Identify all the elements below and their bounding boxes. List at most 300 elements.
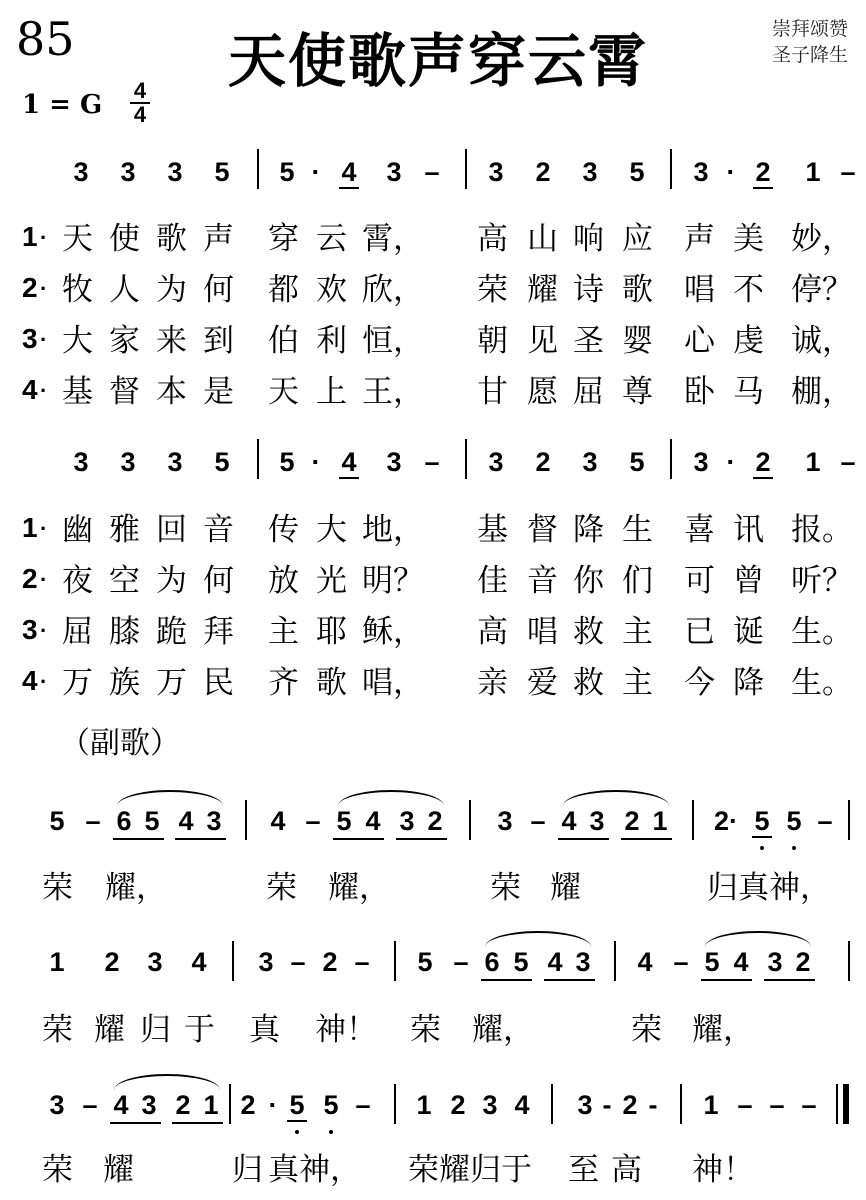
lyric: 耀， xyxy=(328,870,390,906)
lyric: 荣 xyxy=(42,870,73,906)
beam xyxy=(701,979,752,981)
lyric: 山 xyxy=(527,221,558,257)
note: 1 xyxy=(49,947,65,977)
note: 6 xyxy=(484,947,500,977)
lyric: 何 xyxy=(203,563,234,599)
lyric: 歌 xyxy=(622,272,653,308)
note: – xyxy=(453,947,469,977)
note: 5 xyxy=(287,1090,307,1122)
lyric: 穿 xyxy=(268,221,299,257)
note: - xyxy=(602,1090,612,1120)
lyric: 喜 xyxy=(684,512,715,548)
lyric: 归真神， xyxy=(707,870,831,906)
verse-melody-row-1 xyxy=(0,157,866,197)
lyric: 婴 xyxy=(622,323,653,359)
note: 2 xyxy=(624,806,640,836)
lyric: 心 xyxy=(684,323,715,359)
note: – xyxy=(737,1090,753,1120)
hymn-number: 85 xyxy=(16,12,75,66)
note: 5 xyxy=(214,447,230,477)
lyric: 诚， xyxy=(791,323,853,359)
low-octave-dot xyxy=(760,846,764,850)
note: 4 xyxy=(733,947,749,977)
lyric: 放 xyxy=(268,563,299,599)
note: 3 xyxy=(386,447,402,477)
note: 3 xyxy=(120,157,136,187)
beam xyxy=(621,838,672,840)
note: 4 xyxy=(514,1090,530,1120)
lyric: 荣 xyxy=(42,1152,73,1188)
note: · xyxy=(726,157,736,187)
lyric: 声 xyxy=(684,221,715,257)
beam xyxy=(558,838,609,840)
lyric: 是 xyxy=(203,374,234,410)
note: 1 xyxy=(703,1090,719,1120)
note: 1 xyxy=(652,806,668,836)
note: – xyxy=(769,1090,785,1120)
slur xyxy=(563,790,669,806)
lyric: 拜 xyxy=(203,614,234,650)
barline xyxy=(848,800,850,840)
note: 2 xyxy=(427,806,443,836)
lyric: 亲 xyxy=(477,665,508,701)
lyric: 云 xyxy=(316,221,347,257)
note: – xyxy=(424,157,440,187)
lyric: 佳 xyxy=(477,563,508,599)
lyric: 回 xyxy=(156,512,187,548)
note: 2· xyxy=(713,806,738,836)
note: 3 xyxy=(147,947,163,977)
beam xyxy=(172,1122,223,1124)
lyric: 停？ xyxy=(791,272,853,308)
lyric: 不 xyxy=(733,272,764,308)
verse-number: 2 xyxy=(22,272,38,303)
hymn-title: 天使歌声穿云霄 xyxy=(228,27,649,95)
lyric: 耀 xyxy=(527,272,558,308)
lyric: 讯 xyxy=(733,512,764,548)
lyric: 降 xyxy=(733,665,764,701)
note: – xyxy=(840,447,856,477)
lyric: 曾 xyxy=(733,563,764,599)
lyric: 唱， xyxy=(362,665,424,701)
note: 2 xyxy=(104,947,120,977)
verse-line-2 xyxy=(0,561,866,601)
verse-number-dot: · xyxy=(40,276,48,301)
lyric: 真 xyxy=(249,1012,280,1048)
lyric: 基 xyxy=(62,374,93,410)
final-barline-thick xyxy=(843,1084,849,1124)
verse-number: 4 xyxy=(22,665,38,696)
lyric: 荣 xyxy=(410,1012,441,1048)
lyric: 家 xyxy=(109,323,140,359)
lyric: 神！ xyxy=(315,1012,377,1048)
verse-number: 3 xyxy=(22,323,38,354)
verse-number: 1 xyxy=(22,221,38,252)
chorus-melody-row-2 xyxy=(0,947,866,987)
barline xyxy=(465,149,467,189)
note: 2 xyxy=(753,447,773,479)
lyric: 棚， xyxy=(791,374,853,410)
lyric: 幽 xyxy=(62,512,93,548)
verse-number-dot: · xyxy=(40,225,48,250)
time-signature xyxy=(128,80,152,126)
note: 5 xyxy=(417,947,433,977)
verse-melody-row-2 xyxy=(0,447,866,487)
note: – xyxy=(305,806,321,836)
note: – xyxy=(355,1090,371,1120)
slur xyxy=(705,931,811,947)
lyric: 耀， xyxy=(105,870,167,906)
lyric: 欣， xyxy=(362,272,424,308)
lyric: 荣耀归于 xyxy=(408,1152,532,1188)
note: 2 xyxy=(322,947,338,977)
lyric: 救 xyxy=(573,614,604,650)
lyric: 降 xyxy=(573,512,604,548)
slur xyxy=(114,1074,220,1090)
lyric: 为 xyxy=(156,563,187,599)
lyric: 大 xyxy=(316,512,347,548)
lyric: 夜 xyxy=(62,563,93,599)
beam xyxy=(396,838,447,840)
lyric: 传 xyxy=(268,512,299,548)
lyric: 愿 xyxy=(527,374,558,410)
lyric: 膝 xyxy=(109,614,140,650)
lyric: 万 xyxy=(156,665,187,701)
lyric: 高 xyxy=(477,614,508,650)
lyric: 族 xyxy=(109,665,140,701)
lyric: 明？ xyxy=(362,563,424,599)
lyric: 听？ xyxy=(791,563,853,599)
note: 4 xyxy=(637,947,653,977)
note: 4 xyxy=(339,157,359,189)
note: 5 xyxy=(214,157,230,187)
lyric: 美 xyxy=(733,221,764,257)
note: 4 xyxy=(178,806,194,836)
beam xyxy=(110,1122,161,1124)
note: – xyxy=(817,806,833,836)
note: 3 xyxy=(386,157,402,187)
note: 3 xyxy=(49,1090,65,1120)
note: 4 xyxy=(339,447,359,479)
verse-number-dot: · xyxy=(40,378,48,403)
lyric: 空 xyxy=(109,563,140,599)
lyric: 诞 xyxy=(733,614,764,650)
lyric: 至 xyxy=(568,1152,599,1188)
lyric: 报。 xyxy=(791,512,853,548)
note: – xyxy=(85,806,101,836)
category-label-1: 崇拜颂赞 xyxy=(772,19,849,40)
low-octave-dot xyxy=(792,846,796,850)
note: 4 xyxy=(113,1090,129,1120)
slur xyxy=(338,790,444,806)
note: 2 xyxy=(535,447,551,477)
lyric: 唱 xyxy=(684,272,715,308)
verse-number: 3 xyxy=(22,614,38,645)
note: 3 xyxy=(497,806,513,836)
lyric: 今 xyxy=(684,665,715,701)
lyric: 声 xyxy=(203,221,234,257)
low-octave-dot xyxy=(329,1130,333,1134)
note: - xyxy=(648,1090,658,1120)
note: 3 xyxy=(258,947,274,977)
lyric: 大 xyxy=(62,323,93,359)
barline xyxy=(614,941,616,981)
note: · xyxy=(311,157,321,187)
note: 1 xyxy=(416,1090,432,1120)
lyric: 天 xyxy=(62,221,93,257)
lyric: 妙， xyxy=(791,221,853,257)
note: 3 xyxy=(482,1090,498,1120)
lyric: 万 xyxy=(62,665,93,701)
lyric: 基 xyxy=(477,512,508,548)
note: – xyxy=(801,1090,817,1120)
note: 2 xyxy=(795,947,811,977)
note: 4 xyxy=(561,806,577,836)
note: 5 xyxy=(752,806,772,838)
lyric: 真神， xyxy=(268,1152,361,1188)
lyric: 牧 xyxy=(62,272,93,308)
beam xyxy=(113,838,164,840)
lyric: 诗 xyxy=(573,272,604,308)
lyric: 响 xyxy=(573,221,604,257)
lyric: 地， xyxy=(362,512,424,548)
barline xyxy=(680,1084,682,1124)
barline xyxy=(394,941,396,981)
note: 1 xyxy=(805,447,821,477)
lyric: 荣 xyxy=(631,1012,662,1048)
chorus-melody-row-1 xyxy=(0,806,866,846)
verse-line-3 xyxy=(0,321,866,361)
note: 5 xyxy=(786,806,802,836)
note: – xyxy=(82,1090,98,1120)
barline xyxy=(670,439,672,479)
note: 5 xyxy=(336,806,352,836)
lyric: 使 xyxy=(109,221,140,257)
note: 3 xyxy=(167,447,183,477)
chorus-melody-row-3 xyxy=(0,1090,866,1130)
barline xyxy=(469,800,471,840)
note: 3 xyxy=(693,447,709,477)
lyric: 主 xyxy=(622,614,653,650)
lyric: 应 xyxy=(622,221,653,257)
note: 2 xyxy=(240,1090,256,1120)
time-signature-bottom: 4 xyxy=(133,102,147,127)
lyric: 光 xyxy=(316,563,347,599)
note: 3 xyxy=(488,157,504,187)
lyric: 甘 xyxy=(477,374,508,410)
note: 5 xyxy=(629,157,645,187)
note: 5 xyxy=(279,447,295,477)
verse-number-dot: · xyxy=(40,516,48,541)
chorus-lyrics-row-3 xyxy=(0,1150,866,1190)
note: 3 xyxy=(575,947,591,977)
lyric: 高 xyxy=(477,221,508,257)
lyric: 你 xyxy=(573,563,604,599)
lyric: 主 xyxy=(268,614,299,650)
lyric: 稣， xyxy=(362,614,424,650)
verse-line-3 xyxy=(0,612,866,652)
verse-number-dot: · xyxy=(40,618,48,643)
lyric: 民 xyxy=(203,665,234,701)
verse-number: 4 xyxy=(22,374,38,405)
note: 1 xyxy=(203,1090,219,1120)
note: – xyxy=(840,157,856,187)
lyric: 伯 xyxy=(268,323,299,359)
note: 3 xyxy=(767,947,783,977)
note: – xyxy=(530,806,546,836)
lyric: 于 xyxy=(184,1012,215,1048)
lyric: 耀 xyxy=(103,1152,134,1188)
beam xyxy=(544,979,595,981)
note: 5 xyxy=(144,806,160,836)
note: 3 xyxy=(73,157,89,187)
lyric: 卧 xyxy=(684,374,715,410)
note: 3 xyxy=(399,806,415,836)
lyric: 荣 xyxy=(477,272,508,308)
lyric: 耀， xyxy=(692,1012,754,1048)
lyric: 王， xyxy=(362,374,424,410)
lyric: 唱 xyxy=(527,614,558,650)
lyric: 尊 xyxy=(622,374,653,410)
note: 3 xyxy=(73,447,89,477)
lyric: 霄， xyxy=(362,221,424,257)
verse-line-4 xyxy=(0,663,866,703)
lyric: 屈 xyxy=(573,374,604,410)
note: 3 xyxy=(206,806,222,836)
lyric: 生。 xyxy=(791,614,853,650)
note: 2 xyxy=(622,1090,638,1120)
lyric: 马 xyxy=(733,374,764,410)
lyric: 歌 xyxy=(156,221,187,257)
lyric: 荣 xyxy=(266,870,297,906)
note: – xyxy=(673,947,689,977)
note: 6 xyxy=(116,806,132,836)
lyric: 到 xyxy=(203,323,234,359)
lyric: 见 xyxy=(527,323,558,359)
lyric: 高 xyxy=(611,1152,642,1188)
note: · xyxy=(726,447,736,477)
lyric: 们 xyxy=(622,563,653,599)
lyric: 音 xyxy=(203,512,234,548)
beam xyxy=(764,979,815,981)
lyric: 都 xyxy=(268,272,299,308)
barline xyxy=(692,800,694,840)
lyric: 何 xyxy=(203,272,234,308)
lyric: 生。 xyxy=(791,665,853,701)
note: 5 xyxy=(49,806,65,836)
lyric: 朝 xyxy=(477,323,508,359)
lyric: 人 xyxy=(109,272,140,308)
lyric: 荣 xyxy=(42,1012,73,1048)
lyric: 跪 xyxy=(156,614,187,650)
barline xyxy=(465,439,467,479)
note: 3 xyxy=(488,447,504,477)
barline xyxy=(245,800,247,840)
lyric: 神！ xyxy=(692,1152,754,1188)
lyric: 雅 xyxy=(109,512,140,548)
lyric: 利 xyxy=(316,323,347,359)
final-barline-thin xyxy=(836,1084,838,1124)
lyric: 欢 xyxy=(316,272,347,308)
barline xyxy=(232,941,234,981)
note: 3 xyxy=(141,1090,157,1120)
note: – xyxy=(354,947,370,977)
lyric: 歌 xyxy=(316,665,347,701)
verse-number: 1 xyxy=(22,512,38,543)
verse-line-1 xyxy=(0,510,866,550)
note: 4 xyxy=(365,806,381,836)
barline xyxy=(257,149,259,189)
note: 3 xyxy=(582,447,598,477)
note: – xyxy=(424,447,440,477)
note: 3 xyxy=(167,157,183,187)
barline xyxy=(551,1084,553,1124)
verse-line-4 xyxy=(0,372,866,412)
note: · xyxy=(268,1090,278,1120)
note: 3 xyxy=(120,447,136,477)
beam xyxy=(175,838,226,840)
lyric: 屈 xyxy=(62,614,93,650)
category-label-2: 圣子降生 xyxy=(772,45,849,66)
note: 2 xyxy=(753,157,773,189)
lyric: 齐 xyxy=(268,665,299,701)
note: 3 xyxy=(693,157,709,187)
lyric: 耀 xyxy=(94,1012,125,1048)
verse-line-2 xyxy=(0,270,866,310)
lyric: 虔 xyxy=(733,323,764,359)
note: 3 xyxy=(582,157,598,187)
verse-number-dot: · xyxy=(40,567,48,592)
barline xyxy=(229,1084,231,1124)
note: 1 xyxy=(805,157,821,187)
verse-number-dot: · xyxy=(40,669,48,694)
lyric: 救 xyxy=(573,665,604,701)
lyric: 主 xyxy=(622,665,653,701)
barline xyxy=(848,941,850,981)
verse-line-1 xyxy=(0,219,866,259)
lyric: 督 xyxy=(109,374,140,410)
lyric: 耀， xyxy=(472,1012,534,1048)
note: 4 xyxy=(191,947,207,977)
note: 3 xyxy=(589,806,605,836)
note: 5 xyxy=(704,947,720,977)
lyric: 归 xyxy=(232,1152,263,1188)
note: · xyxy=(311,447,321,477)
lyric: 来 xyxy=(156,323,187,359)
lyric: 荣 xyxy=(490,870,521,906)
low-octave-dot xyxy=(295,1130,299,1134)
lyric: 本 xyxy=(156,374,187,410)
lyric: 督 xyxy=(527,512,558,548)
note: 4 xyxy=(270,806,286,836)
lyric: 天 xyxy=(268,374,299,410)
note: 4 xyxy=(547,947,563,977)
lyric: 为 xyxy=(156,272,187,308)
lyric: 圣 xyxy=(573,323,604,359)
lyric: 已 xyxy=(684,614,715,650)
lyric: 音 xyxy=(527,563,558,599)
verse-number: 2 xyxy=(22,563,38,594)
note: 2 xyxy=(450,1090,466,1120)
key-signature: 1 = G xyxy=(22,90,103,120)
note: – xyxy=(290,947,306,977)
chorus-lyrics-row-2 xyxy=(0,1010,866,1050)
lyric: 生 xyxy=(622,512,653,548)
note: 5 xyxy=(513,947,529,977)
beam xyxy=(481,979,532,981)
lyric: 可 xyxy=(684,563,715,599)
note: 5 xyxy=(629,447,645,477)
